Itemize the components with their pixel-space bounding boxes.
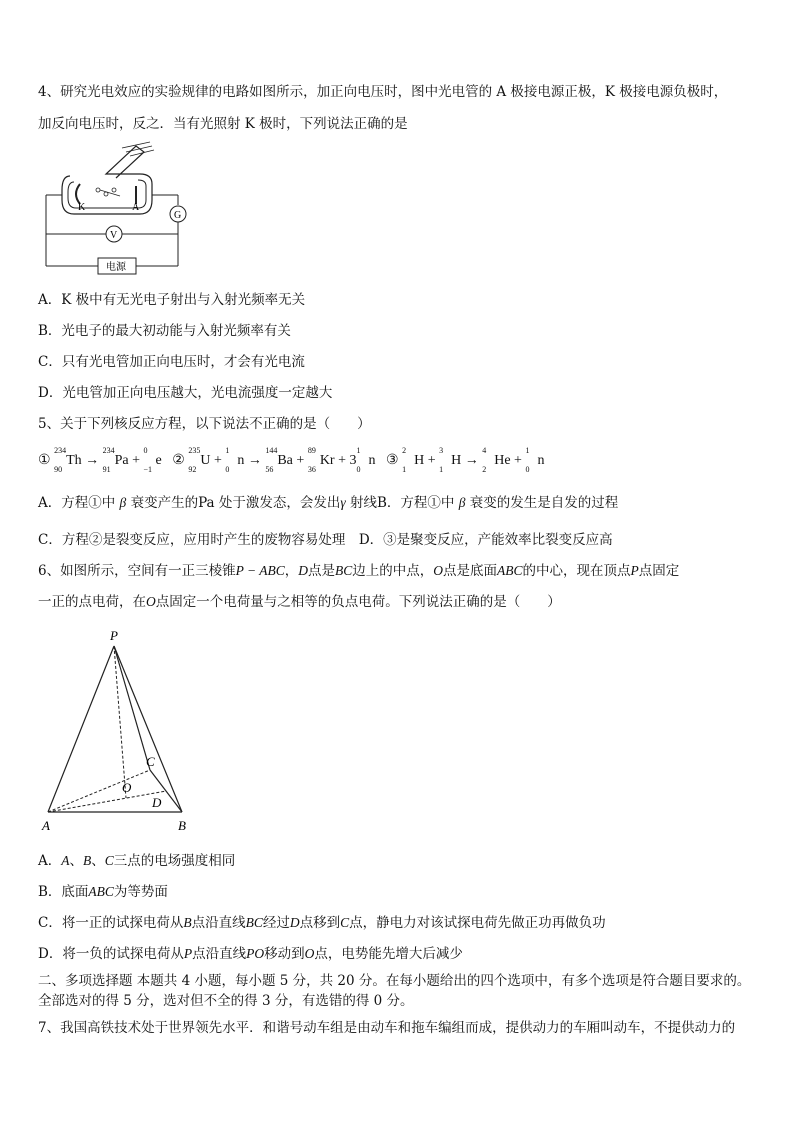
q4-option-d: D．光电管加正向电压越大，光电流强度一定越大	[38, 385, 333, 401]
q5-option-a-b: A．方程①中 β 衰变产生的Pa 处于激发态，会发出γ 射线B．方程①中 β 衰变的发生是自发的过程	[38, 495, 619, 511]
nuclide-he: 4 2 He	[482, 446, 511, 474]
vertex-a: A	[42, 818, 50, 833]
eq3-marker: ③	[386, 453, 399, 468]
nuclide-n: 1 0 n	[225, 446, 245, 474]
vertex-c: C	[146, 754, 155, 769]
eq1-marker: ①	[38, 453, 51, 468]
nuclide-ba: 144 56 Ba	[265, 446, 293, 474]
q5-stem: 5、关于下列核反应方程，以下说法不正确的是（ ）	[38, 416, 371, 432]
nuclide-th: 234 90 Th	[54, 446, 82, 474]
nuclide-pa: 234 91 Pa	[102, 446, 129, 474]
q6-option-a: A．A、B、C三点的电场强度相同	[38, 853, 236, 869]
q4-option-c: C．只有光电管加正向电压时，才会有光电流	[38, 354, 305, 370]
voltmeter-label: V	[110, 230, 118, 241]
q6-option-d: D．将一负的试探电荷从P点沿直线PO移动到O点，电势能先增大后减少	[38, 946, 463, 962]
plus: +	[427, 453, 436, 468]
photoelectric-circuit-figure	[40, 138, 200, 276]
plus: +	[296, 453, 305, 468]
label-k: K	[78, 202, 86, 213]
section2-heading-line1: 二、多项选择题 本题共 4 小题，每小题 5 分，共 20 分。在每小题给出的四个选项中，有多个选项是符合题目要求的。	[38, 973, 751, 989]
q6-option-b: B．底面ABC为等势面	[38, 884, 168, 900]
tetrahedron-figure	[38, 624, 198, 836]
nuclide-kr: 89 36 Kr	[307, 446, 335, 474]
q6-stem-line2: 一正的点电荷，在O点固定一个电荷量与之相等的负点电荷。下列说法正确的是（ ）	[38, 594, 561, 610]
plus: +	[213, 453, 222, 468]
plus: +	[514, 453, 522, 468]
section2-heading-line2: 全部选对的得 5 分，选对但不全的得 3 分，有选错的得 0 分。	[38, 993, 414, 1009]
point-o: O	[122, 780, 132, 795]
label-a: A	[132, 202, 140, 213]
galvanometer-label: G	[174, 210, 182, 221]
vertex-b: B	[178, 818, 186, 833]
nuclide-n: 1 0 n	[356, 446, 376, 474]
q6-stem-line1: 6、如图所示，空间有一正三棱锥P − ABC，D点是BC边上的中点，O点是底面ABC的中心，现在顶点P点固定	[38, 563, 680, 579]
q6-option-c: C．将一正的试探电荷从B点沿直线BC经过D点移到C点，静电力对该试探电荷先做正功再做负功	[38, 915, 606, 931]
nuclide-n: 1 0 n	[525, 446, 545, 474]
point-d: D	[152, 795, 162, 810]
plus: +	[132, 453, 141, 468]
coefficient: 3	[349, 453, 357, 468]
q7-stem: 7、我国高铁技术处于世界领先水平．和谐号动车组是由动车和拖车编组而成，提供动力的车厢叫动车，不提供动力的	[38, 1020, 736, 1036]
arrow: →	[247, 453, 262, 468]
power-label: 电源	[106, 262, 126, 273]
nuclide-h3: 3 1 H	[439, 446, 462, 474]
arrow: →	[85, 453, 100, 468]
nuclide-h2: 2 1 H	[402, 446, 425, 474]
q4-option-a: A．K 极中有无光电子射出与入射光频率无关	[38, 292, 306, 308]
nuclide-e: 0 −1 e	[143, 446, 162, 474]
q5-option-c-d: C．方程②是裂变反应，应用时产生的废物容易处理 D．③是聚变反应，产能效率比裂变反应高	[38, 532, 613, 548]
q4-stem-line1: 4、研究光电效应的实验规律的电路如图所示，加正向电压时，图中光电管的 A 极接电源正极，K 极接电源负极时，	[38, 84, 728, 100]
plus: +	[338, 453, 346, 468]
eq2-marker: ②	[172, 453, 185, 468]
arrow: →	[464, 453, 479, 468]
q4-stem-line2: 加反向电压时，反之．当有光照射 K 极时，下列说法正确的是	[38, 116, 408, 132]
q5-equations	[38, 446, 764, 474]
nuclide-u: 235 92 U	[188, 446, 211, 474]
q4-option-b: B．光电子的最大初动能与入射光频率有关	[38, 323, 291, 339]
vertex-p: P	[110, 628, 118, 643]
